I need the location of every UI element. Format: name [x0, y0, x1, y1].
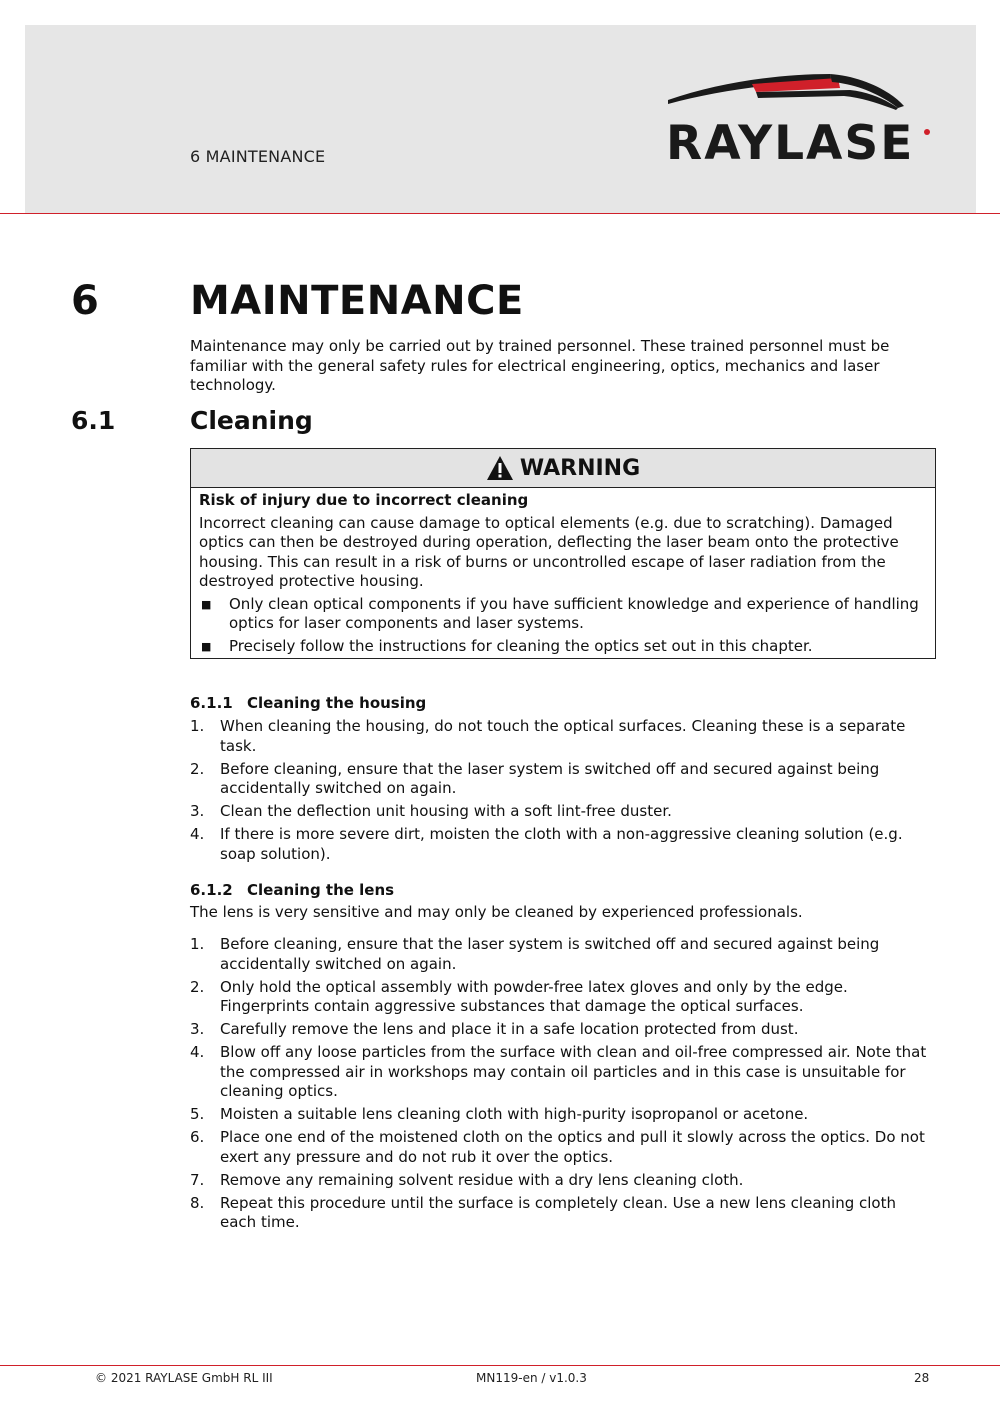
list-item: 2. Only hold the optical assembly with powder-free latex gloves and only by the edge. Fingerprints contain aggressive substances that damage the optical surfaces.: [190, 977, 848, 1015]
warning-triangle-icon: [486, 455, 514, 481]
footer-doc-id: MN119-en / v1.0.3: [476, 1371, 587, 1385]
warning-body: [191, 488, 935, 656]
subsection-lens-heading: 6.1.2 Cleaning the lens: [190, 881, 395, 899]
footer-divider: [0, 1365, 1000, 1366]
footer-page-number: 28: [914, 1371, 930, 1385]
chapter-title: MAINTENANCE: [190, 278, 524, 324]
warning-text: Incorrect cleaning can cause damage to optical elements (e.g. due to scratching). Damaged optics can then be destroyed during operation, deflecting the laser beam onto the protective housing. This can result in a risk of burns or uncontrolled escape of laser radiation from the destroyed protective housing.: [199, 513, 899, 590]
warning-box: [190, 448, 936, 659]
list-item: 1. Before cleaning, ensure that the laser system is switched off and secured against being accidentally switched on again.: [190, 935, 880, 973]
list-item: 8. Repeat this procedure until the surface is completely clean. Use a new lens cleaning cloth each time.: [190, 1193, 896, 1231]
chapter-intro: Maintenance may only be carried out by trained personnel. These trained personnel must be familiar with the general safety rules for electrical engineering, optics, mechanics and laser technology.: [190, 337, 890, 394]
lens-intro: The lens is very sensitive and may only be cleaned by experienced professionals.: [190, 903, 803, 921]
lens-steps: [190, 935, 930, 1236]
list-item: ■ Precisely follow the instructions for cleaning the optics set out in this chapter.: [201, 636, 813, 655]
bullet-icon: ■: [201, 639, 212, 653]
list-item: 5. Moisten a suitable lens cleaning cloth with high-purity isopropanol or acetone.: [190, 1105, 809, 1123]
warning-label: WARNING: [519, 455, 641, 481]
list-item: ■ Only clean optical components if you have sufficient knowledge and experience of handling optics for laser components and laser systems.: [201, 594, 919, 632]
chapter-number: 6: [71, 278, 99, 324]
list-item: 4. Blow off any loose particles from the surface with clean and oil-free compressed air. Note that the compressed air in workshops may contain oil particles and in this case is unsuitable for cleaning optics.: [190, 1043, 927, 1100]
header-divider: [0, 213, 1000, 214]
list-item: 6. Place one end of the moistened cloth on the optics and pull it slowly across the optics. Do not exert any pressure and do not rub it over the optics.: [190, 1128, 925, 1166]
list-item: 4. If there is more severe dirt, moisten the cloth with a non-aggressive cleaning solution (e.g. soap solution).: [190, 825, 903, 863]
list-item: 1. When cleaning the housing, do not touch the optical surfaces. Cleaning these is a separate task.: [190, 717, 906, 755]
raylase-logo: [660, 68, 940, 178]
subsection-housing-heading: 6.1.1 Cleaning the housing: [190, 694, 427, 712]
list-item: 3. Carefully remove the lens and place it in a safe location protected from dust.: [190, 1020, 799, 1038]
list-item: 7. Remove any remaining solvent residue with a dry lens cleaning cloth.: [190, 1170, 744, 1189]
logo-wordmark: RAYLASE: [666, 116, 915, 171]
logo-dot-icon: [923, 128, 931, 136]
warning-header: [191, 449, 935, 488]
section-title: Cleaning: [190, 406, 313, 435]
warning-bullets: [199, 595, 927, 657]
list-item: 3. Clean the deflection unit housing with a soft lint-free duster.: [190, 802, 672, 820]
footer-copyright: © 2021 RAYLASE GmbH RL III: [95, 1371, 273, 1385]
section-number: 6.1: [71, 406, 116, 435]
warning-risk: Risk of injury due to incorrect cleaning: [199, 491, 529, 509]
list-item: 2. Before cleaning, ensure that the laser system is switched off and secured against being accidentally switched on again.: [190, 759, 880, 797]
housing-steps: [190, 717, 930, 868]
bullet-icon: ■: [201, 597, 212, 611]
header-section-title: 6 MAINTENANCE: [190, 147, 326, 166]
